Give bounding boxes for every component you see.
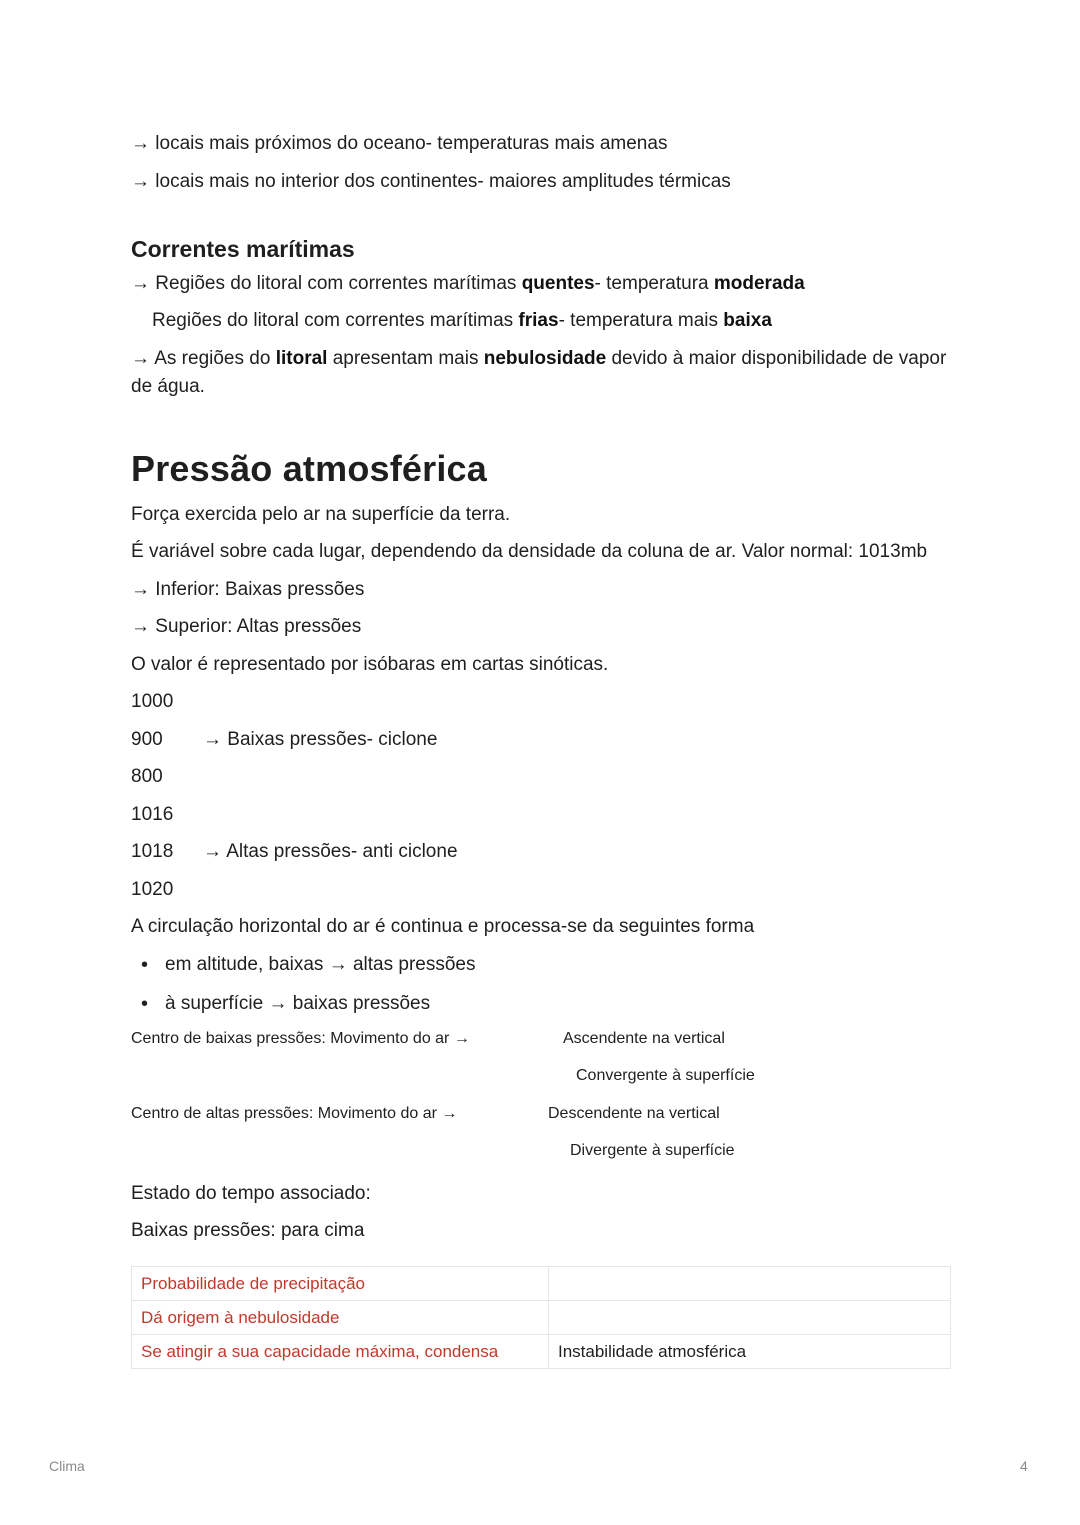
section-heading: Correntes marítimas — [131, 235, 355, 262]
pressure-row: 1020 — [131, 878, 174, 900]
table-cell — [549, 1301, 951, 1335]
document-body — [131, 130, 951, 1369]
text-line: → Superior: Altas pressões — [131, 616, 362, 637]
text-line: É variável sobre cada lugar, dependendo da densidade da coluna de ar. Valor normal: 1013mb — [131, 541, 928, 562]
list-item: • à superfície → baixas pressões — [131, 990, 951, 1018]
bullet-list — [131, 951, 951, 1019]
text-line: → Regiões do litoral com correntes marítimas quentes- temperatura moderada — [131, 272, 805, 294]
centro-baixas-row: Centro de baixas pressões: Movimento do ar → Ascendente na vertical — [131, 1029, 725, 1047]
info-table — [131, 1266, 951, 1369]
text-line: → As regiões do litoral apresentam mais nebulosidade devido à maior disponibilidade de vapor de água. — [131, 347, 947, 397]
text-line: A circulação horizontal do ar é continua e processa-se da seguintes forma — [131, 916, 755, 937]
table-row — [132, 1301, 951, 1335]
pressure-row: 800 — [131, 766, 163, 787]
table-cell: Se atingir a sua capacidade máxima, condensa — [132, 1335, 549, 1369]
pressure-row: 900 → Baixas pressões- ciclone — [131, 728, 438, 750]
centro-altas-row: Centro de altas pressões: Movimento do ar → Descendente na vertical — [131, 1104, 720, 1122]
text-line: O valor é representado por isóbaras em cartas sinóticas. — [131, 653, 609, 675]
text-line: → locais mais no interior dos continentes- maiores amplitudes térmicas — [131, 170, 731, 192]
centro-altas-row-2: Divergente à superfície — [570, 1142, 735, 1159]
table-cell: Dá origem à nebulosidade — [132, 1301, 549, 1335]
text-line: Regiões do litoral com correntes marítimas frias- temperatura mais baixa — [152, 310, 772, 331]
table-cell: Instabilidade atmosférica — [549, 1335, 951, 1369]
text-line: Estado do tempo associado: — [131, 1182, 371, 1204]
pressure-row: 1018 → Altas pressões- anti ciclone — [131, 841, 458, 862]
list-item: • em altitude, baixas → altas pressões — [131, 951, 951, 979]
text-line: Força exercida pelo ar na superfície da terra. — [131, 503, 511, 525]
page-number: 4 — [1020, 1458, 1028, 1474]
footer-title: Clima — [49, 1458, 85, 1474]
table-row — [132, 1267, 951, 1301]
centro-baixas-row-2: Convergente à superfície — [576, 1067, 755, 1084]
text-line: → Inferior: Baixas pressões — [131, 578, 365, 600]
table-cell: Probabilidade de precipitação — [132, 1267, 549, 1301]
table-cell — [549, 1267, 951, 1301]
page-title: Pressão atmosférica — [131, 447, 487, 489]
table-row — [132, 1335, 951, 1369]
text-line: → locais mais próximos do oceano- temperaturas mais amenas — [131, 133, 668, 154]
pressure-row: 1016 — [131, 803, 174, 825]
pressure-row: 1000 — [131, 691, 174, 712]
text-line: Baixas pressões: para cima — [131, 1220, 365, 1241]
